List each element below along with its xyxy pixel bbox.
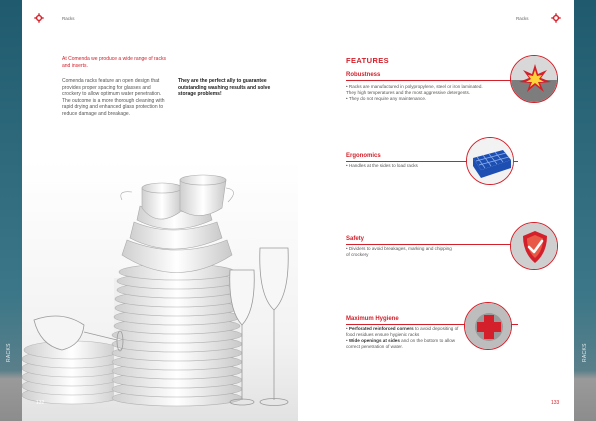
intro-callout: They are the perfect ally to guarantee outstanding washing results and solve storage problems! — [178, 78, 271, 98]
features-title: FEATURES — [346, 56, 390, 65]
intro-body: Comenda racks feature an open design that provides proper spacing for glasses and crockery to allow optimum water penetration. The outcome is a more thorough cleaning with rapid drying and enhanced glass protection to reduce damage and breakage. — [62, 78, 165, 117]
bullet-text: to avoid depositing of food residues ensure hygienic racks — [346, 326, 459, 337]
right-side-label: RACKS — [582, 343, 588, 362]
section-bullets-ergonomics — [346, 163, 486, 169]
page-number-left: 132 — [36, 400, 45, 406]
bullet-strong: Wide openings at sides — [348, 338, 400, 343]
section-title-safety: Safety — [346, 236, 365, 242]
bullet-item: • Dividers to avoid breakages, marking and chipping of crockery — [346, 246, 456, 258]
section-title-hygiene: Maximum Hygiene — [346, 316, 399, 322]
shield-check-icon — [510, 222, 558, 270]
red-cross-icon — [464, 302, 512, 350]
dishes-illustration — [22, 160, 298, 421]
left-side-label: RACKS — [6, 343, 12, 362]
left-page — [22, 0, 298, 421]
section-rule — [346, 80, 518, 81]
bullet-text: and on the bottom to allow correct penetration of water. — [346, 338, 456, 349]
page-header: Racks — [62, 16, 75, 21]
impact-icon — [510, 55, 558, 103]
dishes-photo — [22, 160, 298, 421]
section-title-robustness: Robustness — [346, 72, 381, 78]
comenda-logo-icon — [34, 13, 44, 23]
comenda-logo-icon-right — [551, 13, 561, 23]
section-title-ergonomics: Ergonomics — [346, 153, 381, 159]
blue-rack-icon — [466, 137, 514, 185]
intro-highlight: At Comenda we produce a wide range of racks and inserts. — [62, 56, 166, 69]
left-side-band — [0, 0, 22, 421]
bullet-strong: Perforated reinforced corners — [348, 326, 414, 331]
bullet-item — [346, 326, 466, 338]
right-side-band — [574, 0, 596, 421]
right-page — [298, 0, 574, 421]
page-number-right: 133 — [551, 400, 560, 406]
bullet-item: • Handles at the sides to load racks — [346, 163, 486, 169]
bullet-item — [346, 338, 466, 350]
section-bullets-hygiene — [346, 326, 466, 350]
section-rule — [346, 244, 518, 245]
bullet-item: • They do not require any maintenance. — [346, 96, 486, 102]
section-bullets-robustness — [346, 84, 486, 102]
bullet-item: • Racks are manufactured in polypropylene, steel or iron laminated. They high temperatures and the most aggressive detergents. — [346, 84, 486, 96]
page-header-right: Racks — [516, 16, 529, 21]
section-bullets-safety — [346, 246, 456, 258]
